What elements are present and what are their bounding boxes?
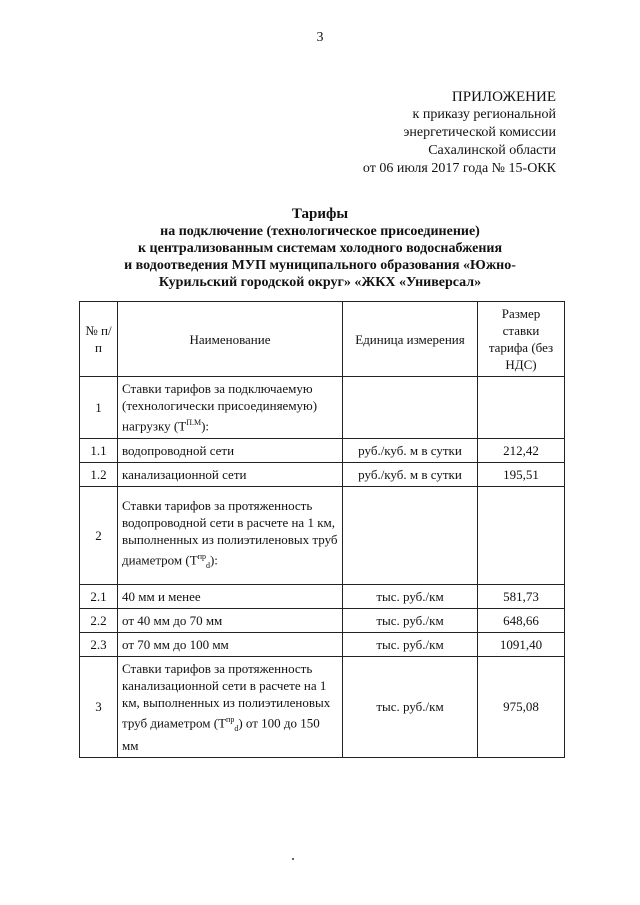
row-value: 1091,40 [478,633,565,657]
table-row [80,585,565,609]
row-name [118,657,343,758]
appendix-line: от 06 июля 2017 года № 15-ОКК [362,161,556,176]
row-unit: тыс. руб./км [343,585,478,609]
row-value: 581,73 [478,585,565,609]
appendix-heading: ПРИЛОЖЕНИЕ [451,89,556,105]
title-line: и водоотведения МУП муниципального образования «Южно- [124,258,516,273]
row-name-text: Ставки тарифов за подключаемую (технологически присоединяемую) нагрузку (Т [122,381,318,434]
header-name: Наименование [118,302,343,377]
row-name-sym: П.М [186,418,202,428]
row-name: канализационной сети [118,463,343,487]
tariff-table [79,301,565,758]
row-name-text: Ставки тарифов за протяженность водопроводной сети в расчете на 1 км, выполненных из полиэтиленовых труб диаметром (Т [122,498,338,568]
document-title [90,206,550,291]
row-unit: тыс. руб./км [343,609,478,633]
row-unit [343,377,478,439]
row-num: 2.3 [80,633,118,657]
title-line: Курильский городской округ» «ЖКХ «Универсал» [158,275,482,290]
title-line: на подключение (технологическое присоединение) [160,224,480,239]
row-unit [343,487,478,585]
row-value [478,487,565,585]
row-name-end: ): [209,552,218,568]
row-name [118,487,343,585]
row-name: водопроводной сети [118,439,343,463]
title-line: к централизованным системам холодного водоснабжения [137,241,503,256]
row-unit: тыс. руб./км [343,657,478,758]
title-main: Тарифы [291,206,349,222]
row-name-end: ): [201,418,210,434]
row-num: 2 [80,487,118,585]
row-name-text: Ставки тарифов за протяженность канализационной сети в расчете на 1 км, выполненных из полиэтиленовых труб диаметром (Т [122,661,331,731]
table-row [80,377,565,439]
row-name-sup: пр [226,715,235,724]
row-value [478,377,565,439]
row-value: 975,08 [478,657,565,758]
row-name: от 70 мм до 100 мм [118,633,343,657]
table-header-row [80,302,565,377]
table-row [80,657,565,758]
row-num: 1 [80,377,118,439]
symbol-t [198,548,210,574]
row-name-sup: пр [197,552,206,562]
row-unit: руб./куб. м в сутки [343,439,478,463]
row-num: 1.2 [80,463,118,487]
table-row [80,463,565,487]
header-unit: Единица измерения [343,302,478,377]
row-name: от 40 мм до 70 мм [118,609,343,633]
row-num: 3 [80,657,118,758]
row-name: 40 мм и менее [118,585,343,609]
symbol-t [226,711,238,737]
row-name [118,377,343,439]
page-number: 3 [316,30,324,45]
row-value: 648,66 [478,609,565,633]
row-unit: тыс. руб./км [343,633,478,657]
header-value: Размер ставки тарифа (без НДС) [478,302,565,377]
row-name-sub: d [234,723,239,733]
row-num: 2.1 [80,585,118,609]
table-row [80,439,565,463]
header-num: № п/п [80,302,118,377]
table-row [80,487,565,585]
scan-dot [292,858,294,860]
row-value: 212,42 [478,439,565,463]
table-row [80,609,565,633]
appendix-line: Сахалинской области [428,143,556,158]
row-num: 2.2 [80,609,118,633]
row-value: 195,51 [478,463,565,487]
row-unit: руб./куб. м в сутки [343,463,478,487]
row-name-sub: d [205,560,210,570]
appendix-block [340,88,556,178]
appendix-line: энергетической комиссии [403,125,556,140]
row-name-end: ) от 100 до 150 мм [122,715,320,753]
row-num: 1.1 [80,439,118,463]
table-row [80,633,565,657]
appendix-line: к приказу региональной [412,107,556,122]
